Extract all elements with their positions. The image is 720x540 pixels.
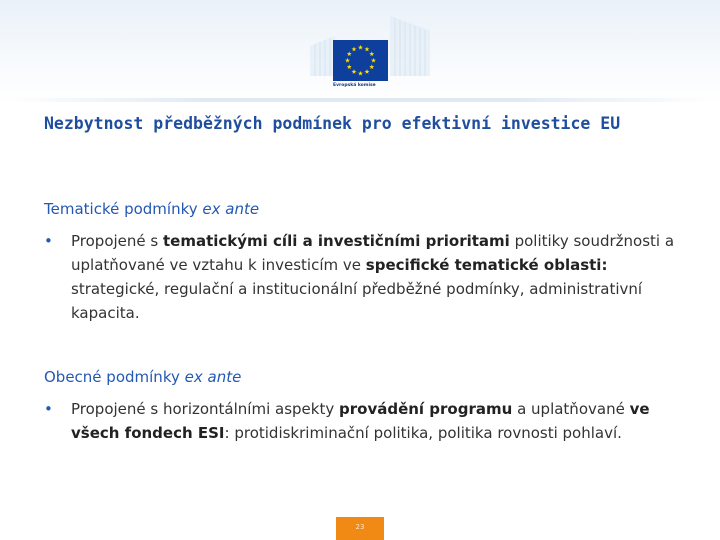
eu-stars-icon	[333, 40, 388, 81]
bullet-bold-text: specifické tematické oblasti:	[365, 256, 608, 274]
bullet-general	[44, 397, 694, 445]
eu-star-icon	[369, 64, 374, 69]
bullet-dot-icon: •	[44, 232, 53, 250]
bullet-text: a uplatňované	[512, 400, 630, 418]
bullet-text: politiky soudržnosti a uplatňované ve vztahu k investicím ve	[71, 232, 675, 274]
section-heading-general	[44, 368, 241, 386]
eu-star-icon	[352, 47, 357, 52]
bullet-text: : protidiskriminační politika, politika rovnosti pohlaví.	[224, 424, 622, 442]
page-number: 23	[355, 523, 365, 531]
eu-star-icon	[347, 51, 352, 56]
slide-title: Nezbytnost předběžných podmínek pro efektivní investice EU	[44, 114, 621, 133]
bullet-text: Propojené s	[71, 232, 163, 250]
bullet-thematic	[44, 229, 694, 325]
eu-star-icon	[369, 51, 374, 56]
eu-star-icon	[358, 71, 363, 76]
section-heading-text: Obecné podmínky	[44, 368, 180, 386]
eu-star-icon	[371, 58, 376, 63]
eu-flag-logo	[333, 40, 388, 81]
logo-caption: Evropská komise	[333, 83, 376, 88]
bullet-text: strategické, regulační a institucionální předběžné podmínky, administrativní kapacita.	[71, 280, 643, 322]
eu-star-icon	[365, 47, 370, 52]
bullet-bold-text: ve všech fondech ESI	[71, 400, 650, 442]
section-heading-text: Tematické podmínky	[44, 200, 198, 218]
section-heading-emphasis: ex ante	[184, 368, 242, 386]
bullet-bold-text: tematickými cíli a investičními prioritami	[162, 232, 510, 250]
section-heading-thematic	[44, 200, 259, 218]
bullet-text: Propojené s horizontálními aspekty	[71, 400, 339, 418]
eu-star-icon	[352, 69, 357, 74]
bullet-bold-text: provádění programu	[339, 400, 513, 418]
bullet-dot-icon: •	[44, 400, 53, 418]
section-heading-emphasis: ex ante	[202, 200, 260, 218]
eu-star-icon	[358, 45, 363, 50]
eu-star-icon	[345, 58, 350, 63]
eu-star-icon	[347, 64, 352, 69]
eu-star-icon	[365, 69, 370, 74]
